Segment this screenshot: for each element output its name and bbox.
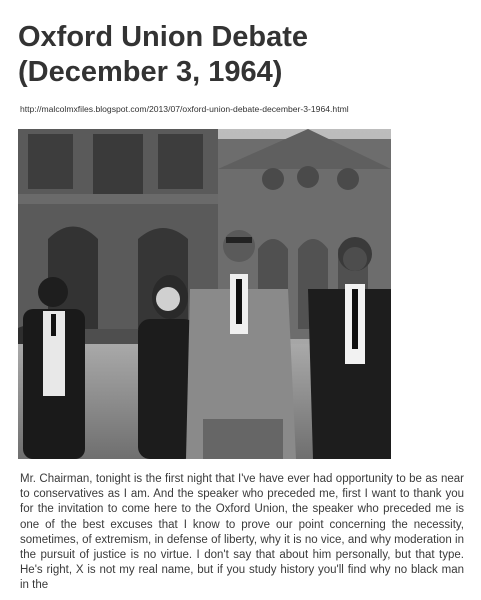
source-url[interactable]: http://malcolmxfiles.blogspot.com/2013/07/oxford-union-debate-december-3-1964.html — [20, 104, 349, 114]
title-line-1: Oxford Union Debate — [18, 21, 309, 53]
article-paragraph: Mr. Chairman, tonight is the first night that I've have ever had opportunity to be as near to conservatives as I am. And the speaker who preceded me, first I want to thank you for the invitation to come here to the Oxford Union, the speaker who preceded me is one of the best excuses that I know to prove our point concerning the necessity, sometimes, of extremism, in defense of liberty, why it is no vice, and why moderation in the pursuit of justice is no virtue. I don't say that about him personally, but that type. He's right, X is not my real name, but if you study history you'll find why no black man in the — [20, 473, 464, 592]
page-title — [18, 20, 468, 90]
historic-photo — [18, 129, 391, 459]
title-line-2: (December 3, 1964) — [18, 56, 283, 88]
